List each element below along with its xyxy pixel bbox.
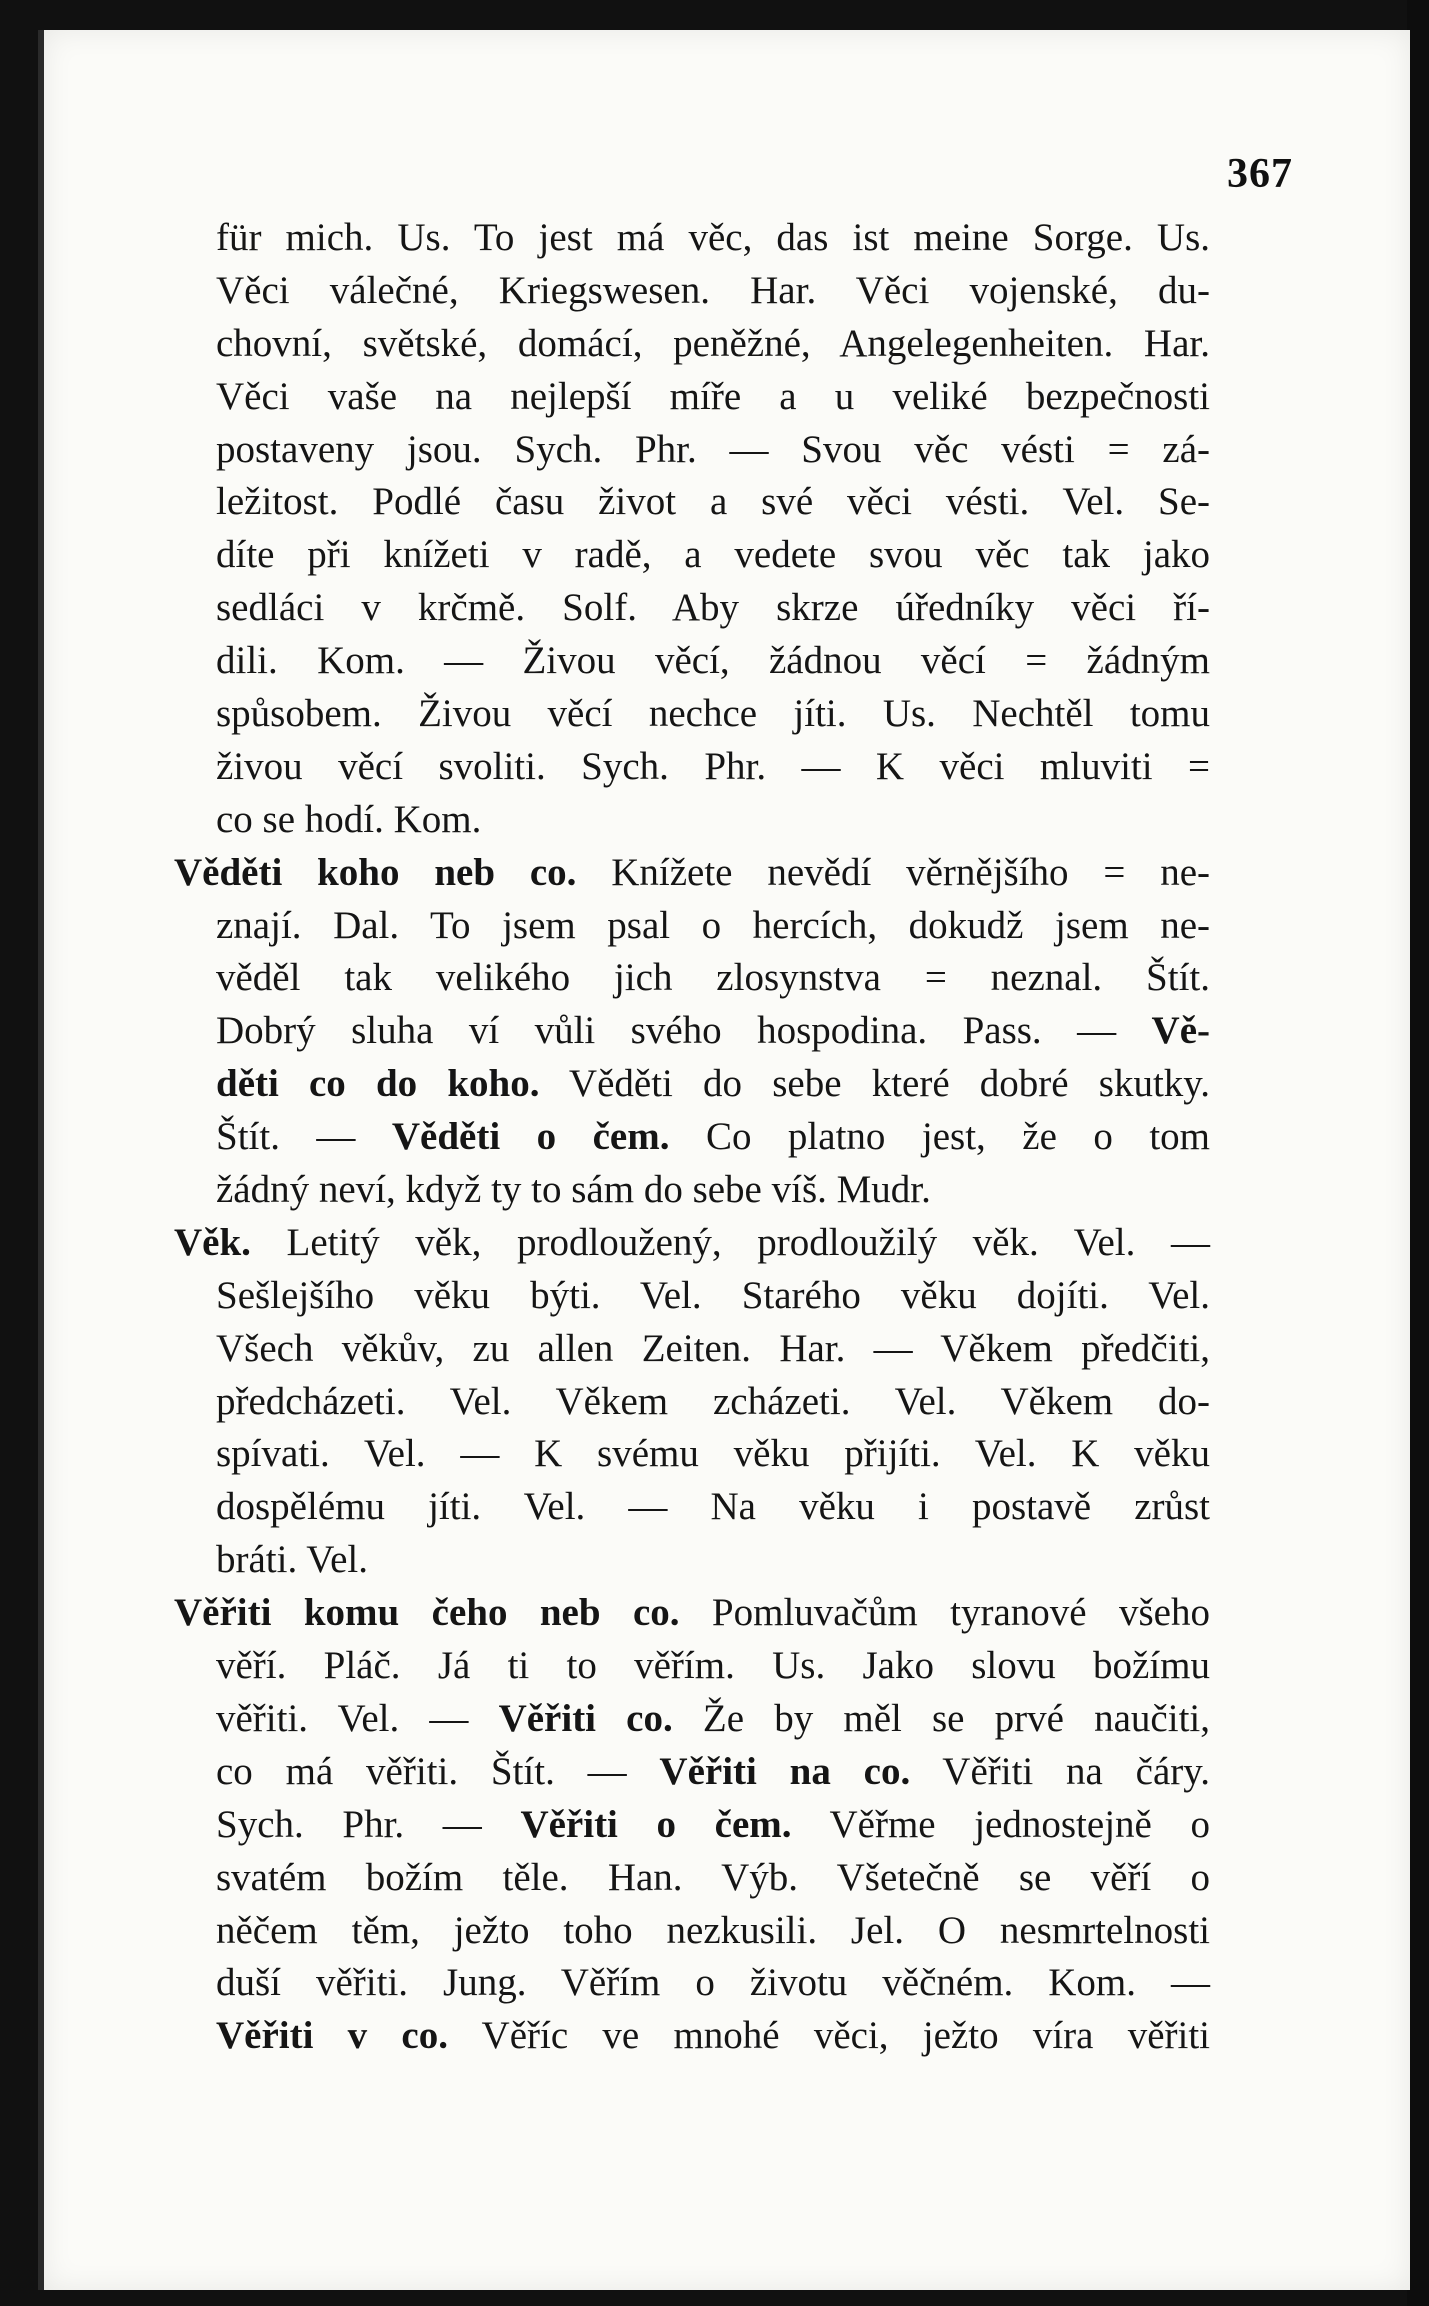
- text-line: [174, 1376, 1210, 1429]
- text-segment: dospělému jíti. Vel. — Na věku i postavě zrůst: [216, 1485, 1210, 1529]
- text-segment: Sych. Phr. —: [216, 1802, 521, 1846]
- text-segment: věřiti. Vel. —: [216, 1696, 499, 1740]
- text-segment: dili. Kom. — Živou věcí, žádnou věcí = žádným: [216, 639, 1210, 683]
- page-number: 367: [1227, 151, 1293, 197]
- text-segment: sedláci v krčmě. Solf. Aby skrze úředníky věci ří-: [216, 586, 1210, 630]
- text-segment: duší věřiti. Jung. Věřím o životu věčném. Kom. —: [216, 1961, 1210, 2005]
- headword: Vě-: [1151, 1009, 1210, 1053]
- text-segment: Pomluvačům tyranové všeho: [679, 1591, 1210, 1635]
- text-segment: Věříc ve mnohé věci, ježto víra věřiti: [448, 2014, 1210, 2058]
- text-segment: chovní, světské, domácí, peněžné, Angelegenheiten. Har.: [216, 321, 1210, 365]
- headword: Věděti o čem.: [391, 1115, 670, 1159]
- text-segment: díte při knížeti v radě, a vedete svou věc tak jako: [216, 533, 1210, 577]
- text-line: [174, 212, 1210, 265]
- text-segment: Dobrý sluha ví vůli svého hospodina. Pass. —: [216, 1009, 1152, 1053]
- text-line: [174, 2010, 1210, 2063]
- text-line: [174, 529, 1210, 582]
- entry-headword-line: [174, 1217, 1210, 1270]
- text-segment: bráti. Vel.: [216, 1538, 369, 1582]
- entry-headword-line: [174, 1587, 1210, 1640]
- text-segment: Co platno jest, že o tom: [669, 1115, 1210, 1159]
- text-line: [174, 1799, 1210, 1852]
- text-line: [174, 265, 1210, 318]
- text-segment: spívati. Vel. — K svému věku přijíti. Vel. K věku: [216, 1432, 1210, 1476]
- text-segment: věří. Pláč. Já ti to věřím. Us. Jako slovu božímu: [216, 1644, 1210, 1688]
- text-segment: Věci vaše na nejlepší míře a u veliké bezpečnosti: [216, 374, 1210, 418]
- text-line: [174, 741, 1210, 794]
- text-line: [174, 371, 1210, 424]
- text-segment: Věřiti na čáry.: [910, 1749, 1210, 1793]
- text-line-last: [174, 1164, 1210, 1217]
- headword: děti co do koho.: [216, 1062, 540, 1106]
- text-segment: věděl tak velikého jich zlosynstva = neznal. Štít.: [216, 956, 1210, 1000]
- text-line: [174, 1957, 1210, 2010]
- text-segment: něčem těm, ježto toho nezkusili. Jel. O nesmrtelnosti: [216, 1908, 1210, 1952]
- text-segment: ležitost. Podlé času život a své věci vésti. Vel. Se-: [216, 480, 1210, 524]
- text-line: [174, 1693, 1210, 1746]
- text-line: [174, 688, 1210, 741]
- text-line: [174, 318, 1210, 371]
- scan-right-edge: [1407, 0, 1429, 2306]
- text-segment: Knížete nevědí věrnějšího = ne-: [576, 850, 1210, 894]
- text-segment: spůsobem. Živou věcí nechce jíti. Us. Nechtěl tomu: [216, 692, 1210, 736]
- text-line: [174, 952, 1210, 1005]
- text-segment: Že by měl se prvé naučiti,: [672, 1696, 1210, 1740]
- headword: Věřiti co.: [498, 1696, 673, 1740]
- text-line: [174, 476, 1210, 529]
- text-segment: postaveny jsou. Sych. Phr. — Svou věc vésti = zá-: [216, 427, 1210, 471]
- headword: Věřiti na co.: [659, 1749, 911, 1793]
- text-segment: předcházeti. Vel. Věkem zcházeti. Vel. Věkem do-: [216, 1379, 1210, 1423]
- text-line: [174, 1640, 1210, 1693]
- text-line: [174, 635, 1210, 688]
- text-line: [174, 582, 1210, 635]
- text-line: [174, 1746, 1210, 1799]
- headword: Věřiti v co.: [216, 2014, 448, 2058]
- entry-headword-line: [174, 847, 1210, 900]
- text-line: [174, 424, 1210, 477]
- text-line: [174, 1852, 1210, 1905]
- text-segment: Letitý věk, prodloužený, prodloužilý věk. Vel. —: [250, 1220, 1210, 1264]
- text-line-last: [174, 1534, 1210, 1587]
- text-segment: živou věcí svoliti. Sych. Phr. — K věci mluviti =: [216, 744, 1210, 788]
- headword: Věřiti o čem.: [520, 1802, 792, 1846]
- text-line: [174, 1058, 1210, 1111]
- text-segment: co má věřiti. Štít. —: [216, 1749, 660, 1793]
- text-segment: Věděti do sebe které dobré skutky.: [539, 1062, 1210, 1106]
- text-line: [174, 1905, 1210, 1958]
- dictionary-text: [174, 212, 1210, 2063]
- text-segment: Štít. —: [216, 1115, 392, 1159]
- text-line: [174, 1111, 1210, 1164]
- text-line: [174, 1481, 1210, 1534]
- headword: Věděti koho neb co.: [174, 850, 577, 894]
- text-segment: Věci válečné, Kriegswesen. Har. Věci vojenské, du-: [216, 268, 1210, 312]
- text-segment: žádný neví, když ty to sám do sebe víš. Mudr.: [216, 1168, 931, 1212]
- text-segment: Všech věkův, zu allen Zeiten. Har. — Věkem předčiti,: [216, 1326, 1210, 1370]
- headword: Věřiti komu čeho neb co.: [174, 1591, 680, 1635]
- text-segment: co se hodí. Kom.: [216, 797, 482, 841]
- text-segment: svatém božím těle. Han. Výb. Všetečně se věří o: [216, 1855, 1210, 1899]
- headword: Věk.: [174, 1220, 251, 1264]
- text-segment: Sešlejšího věku býti. Vel. Starého věku dojíti. Vel.: [216, 1273, 1210, 1317]
- text-segment: für mich. Us. To jest má věc, das ist meine Sorge. Us.: [216, 216, 1210, 259]
- text-line: [174, 1270, 1210, 1323]
- text-line: [174, 1323, 1210, 1376]
- text-line: [174, 900, 1210, 953]
- text-line-last: [174, 794, 1210, 847]
- text-line: [174, 1428, 1210, 1481]
- text-segment: Věřme jednostejně o: [791, 1802, 1210, 1846]
- text-segment: znají. Dal. To jsem psal o hercích, dokudž jsem ne-: [216, 903, 1210, 947]
- text-line: [174, 1005, 1210, 1058]
